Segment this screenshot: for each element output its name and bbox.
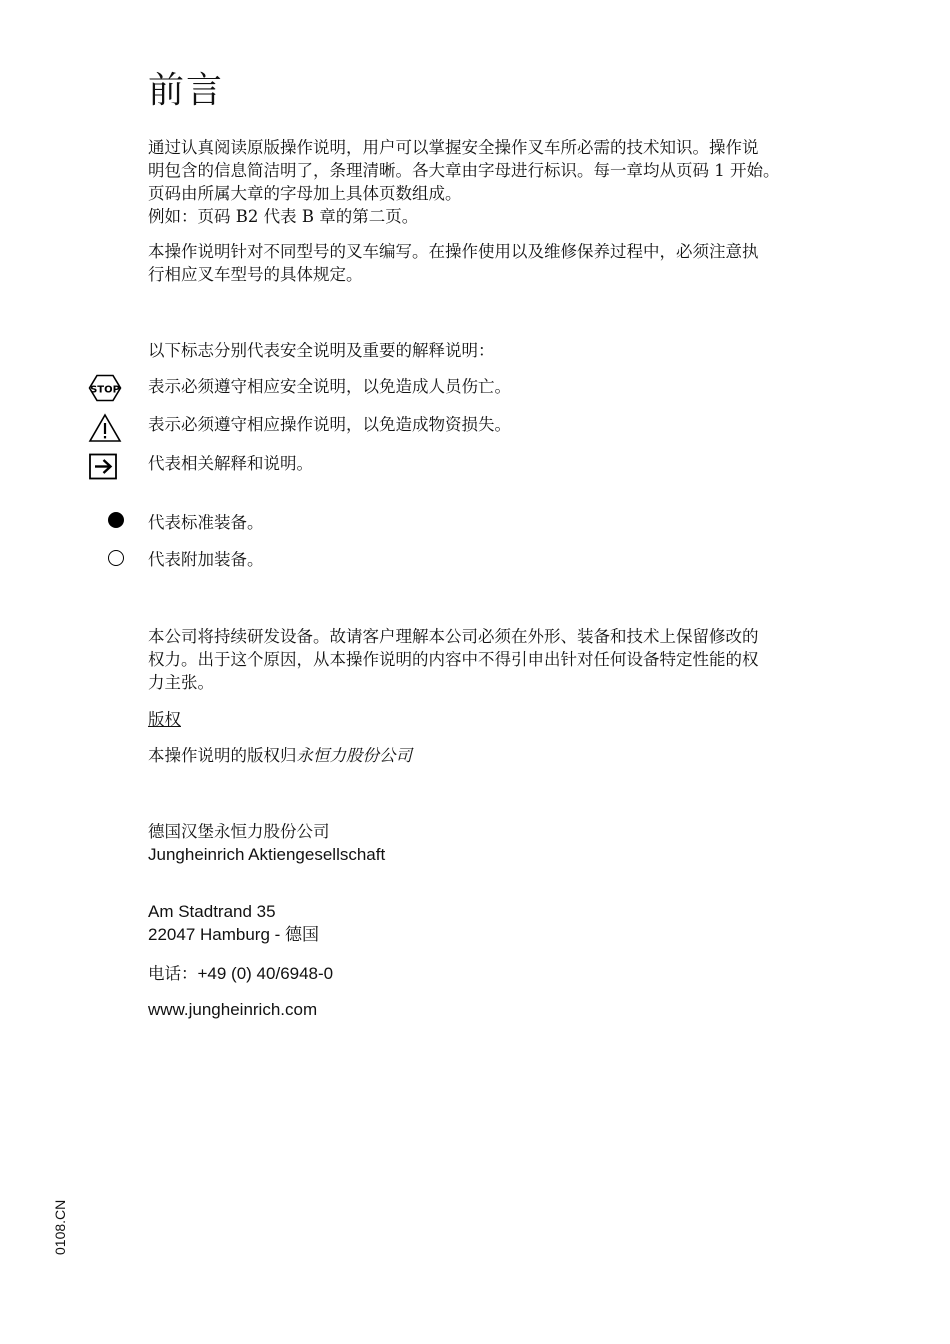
- address-block: [148, 900, 860, 946]
- models-note-line: 行相应叉车型号的具体规定。: [148, 265, 363, 284]
- intro-line: 例如：页码 B2 代表 B 章的第二页。: [148, 207, 419, 226]
- address-city: 22047 Hamburg - 德国: [148, 925, 320, 944]
- company-name-de: Jungheinrich Aktiengesellschaft: [148, 845, 386, 864]
- development-note-line: 权力。出于这个原因，从本操作说明的内容中不得引申出针对任何设备特定性能的权: [148, 650, 759, 669]
- copyright-text: [148, 744, 860, 767]
- company-block: [148, 820, 860, 866]
- address-street: Am Stadtrand 35: [148, 902, 276, 921]
- arrow-right-box-icon: [88, 453, 122, 481]
- warning-triangle-icon: [88, 413, 122, 441]
- symbol-text-explanation: 代表相关解释和说明。: [148, 454, 313, 473]
- equipment-standard-text: 代表标准装备。: [148, 513, 264, 532]
- copyright-prefix: 本操作说明的版权归: [148, 746, 297, 765]
- intro-line: 页码由所属大章的字母加上具体页数组成。: [148, 184, 462, 203]
- svg-text:STOP: STOP: [90, 384, 120, 396]
- copyright-heading: 版权: [148, 710, 181, 729]
- symbols-intro: 以下标志分别代表安全说明及重要的解释说明：: [148, 341, 495, 360]
- development-note-line: 力主张。: [148, 673, 214, 692]
- symbol-text-warning: 表示必须遵守相应操作说明，以免造成物资损失。: [148, 415, 511, 434]
- hollow-circle-icon: [108, 550, 124, 566]
- copyright-company: 永恒力股份公司: [296, 746, 412, 765]
- page-title: 前言: [148, 70, 225, 111]
- models-note-line: 本操作说明针对不同型号的叉车编写。在操作使用以及维修保养过程中，必须注意执: [148, 242, 759, 261]
- development-note-paragraph: [148, 625, 860, 694]
- development-note-line: 本公司将持续研发设备。故请客户理解本公司必须在外形、装备和技术上保留修改的: [148, 627, 759, 646]
- phone-label: 电话：: [148, 964, 198, 983]
- document-code: 0108.CN: [52, 1199, 68, 1255]
- models-note-paragraph: [148, 240, 860, 286]
- stop-sign-icon: [88, 374, 122, 402]
- intro-line: 明包含的信息简洁明了，条理清晰。各大章由字母进行标识。每一章均从页码 1 开始。: [148, 161, 780, 180]
- website-link[interactable]: www.jungheinrich.com: [148, 1000, 318, 1019]
- symbol-text-stop: 表示必须遵守相应安全说明，以免造成人员伤亡。: [148, 377, 511, 396]
- equipment-optional-text: 代表附加装备。: [148, 550, 264, 569]
- intro-paragraph: [148, 136, 860, 228]
- filled-circle-icon: [108, 512, 124, 528]
- phone-line: [148, 962, 860, 985]
- phone-number: +49 (0) 40/6948-0: [197, 964, 334, 983]
- company-name-cn: 德国汉堡永恒力股份公司: [148, 822, 330, 841]
- intro-line: 通过认真阅读原版操作说明，用户可以掌握安全操作叉车所必需的技术知识。操作说: [148, 138, 759, 157]
